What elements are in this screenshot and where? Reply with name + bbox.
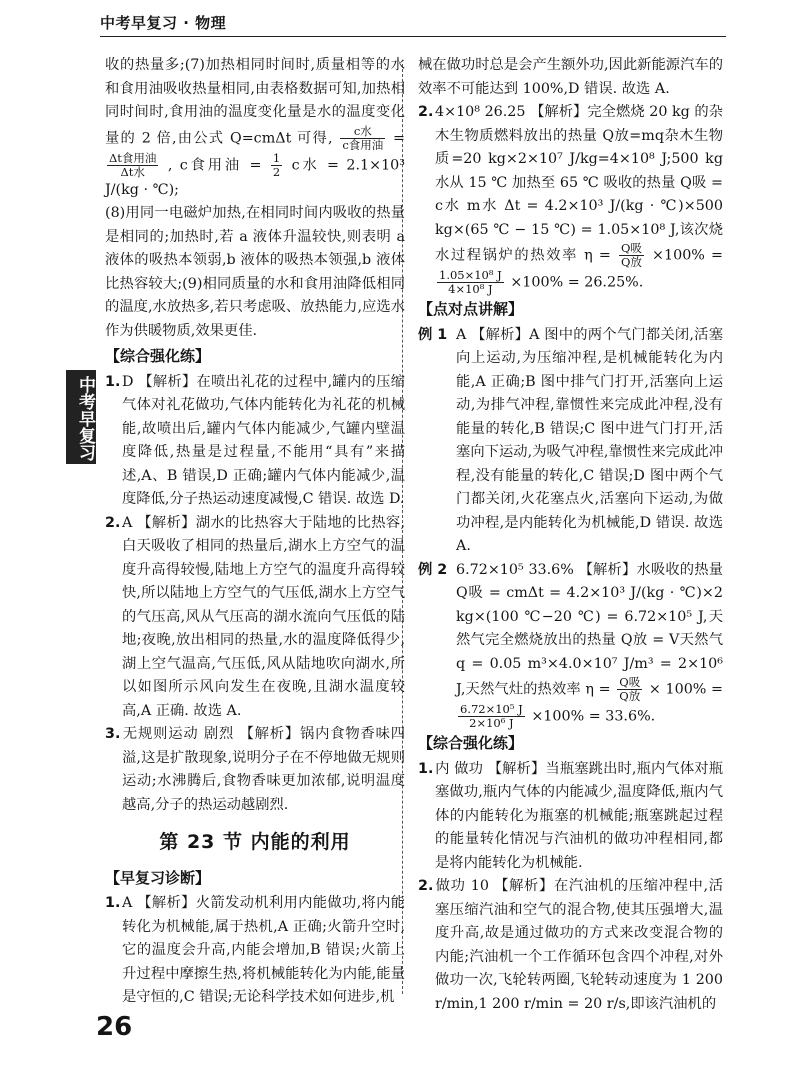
fraction: $\frac{\text{Q吸}}{\text{Q放}}$ <box>620 241 642 269</box>
right-paragraph-1: 械在做功时总是会产生额外功,因此新能源汽车的效率不可能达到 100%,D 错误. 故选 A. <box>418 57 723 97</box>
fraction: $\frac{\text{6.72×10⁵ J}}{\text{2×10⁶ J}}$ <box>460 702 523 730</box>
answer-item: 1. D 【解析】在喷出礼花的过程中,罐内的压缩气体对礼花做功,气体内能转化为礼花的机械能,故喷出后,罐内气体内能减少,气罐内壁温度降低,热量是过程量,不能用“具有”来描述,A、B 错误,D 正确;罐内气体内能减少,温度降低,分子热运动速度减慢,C 错误. 故选 D. <box>105 373 405 507</box>
left-paragraph-2: (8)用同一电磁炉加热,在相同时间内吸收的热量是相同的;加热时,若 a 液体升温较快,则表明 a 液体的吸热本领弱,b 液体的吸热本领强,b 液体比热容较大;(9)相同质量的水和食用油降低相同的温度,水放热多,若只考虑吸、放热能力,应选水作为供暖物质,效果更佳. <box>105 205 405 339</box>
answer-item: 2. 做功 10 【解析】在汽油机的压缩冲程中,活塞压缩汽油和空气的混合物,使其压强增大,温度升高,故是通过做功的方式来改变混合物的内能;汽油机一个工作循环包含四个冲程,对外做功一次,飞轮转两圈,飞轮转动速度为 1 200 r/min,1 200 r/min = 20 r/s,即该汽油机的 <box>418 878 723 1012</box>
section-heading-explain: 【点对点讲解】 <box>418 300 524 318</box>
section-heading-diagnosis: 【早复习诊断】 <box>105 868 211 887</box>
answer-item: 1. A 【解析】火箭发动机利用内能做功,将内能转化为机械能,属于热机,A 正确;火箭升空时,它的温度会升高,内能会增加,B 错误;火箭上升过程中摩擦生热,将机械能转化为内能,能量是守恒的,C 错误;无论科学技术如何进步,机 <box>105 895 405 1005</box>
answer-item: 3. 无规则运动 剧烈 【解析】锅内食物香味四溢,这是扩散现象,说明分子在不停地做无规则运动;水沸腾后,食物香味更加浓郁,说明温度越高,分子的热运动越剧烈. <box>105 726 405 813</box>
left-column <box>105 54 405 1010</box>
answer-item: 2. 4×10⁸ 26.25 【解析】完全燃烧 20 kg 的杂木生物质燃料放出的热量 Q放=mq杂木生物质=20 kg×2×10⁷ J/kg=4×10⁸ J;500 kg 水从 15 ℃ 加热至 65 ℃ 吸收的热量 Q吸 = c水 m水 Δt = 4.2×10³ J/(kg · ℃)×500 kg×(65 ℃ − 15 ℃) = 1.05×10⁸ J,该次烧水过程锅炉的热效率 η = $\frac{\text{Q吸}}{\text{Q放}}$ ×100% = $\frac{\text{1.05×10⁸ J}}{\text{4×10⁸ J}}$ ×100% = 26.25%. <box>418 104 723 296</box>
page-header-title: 中考早复习 · 物理 <box>100 14 227 32</box>
side-tab-label: 中考早复习 <box>66 370 96 464</box>
chapter-title: 第 23 节 内能的利用 <box>159 831 351 853</box>
answer-item: 1. 内 做功 【解析】当瓶塞跳出时,瓶内气体对瓶塞做功,瓶内气体的内能减少,温度降低,瓶内气体的内能转化为瓶塞的机械能;瓶塞跳起过程的能量转化情况与汽油机的做功冲程相同,都是将内能转化为机械能. <box>418 760 723 871</box>
section-heading-comprehensive: 【综合强化练】 <box>418 734 524 752</box>
example-item: 例 1 A 【解析】A 图中的两个气门都关闭,活塞向上运动,为压缩冲程,是机械能转化为内能,A 正确;B 图中排气门打开,活塞向上运动,为排气冲程,靠惯性来完成此冲程,没有能量的转化,B 错误;C 图中进气门打开,活塞向下运动,为吸气冲程,靠惯性来完成此冲程,没有能量的转化,C 错误;D 图中两个气门都关闭,火花塞点火,活塞向下运动,为做功冲程,是内能转化为机械能,D 错误. 故选 A. <box>418 326 723 554</box>
fraction: $\frac{1}{2}$ <box>272 150 281 179</box>
fraction: $\frac{\text{1.05×10⁸ J}}{\text{4×10⁸ J}}$ <box>439 268 502 296</box>
left-paragraph-1: 收的热量多;(7)加热相同时间时,质量相等的水和食用油吸收热量相同,由表格数据可知,加热相同时间时,食用油的温度变化量是水的温度变化量的 2 倍,由公式 Q=cmΔt 可得, $\frac{\text{c水}}{\text{c食用油}}$ = $\frac{\text{Δt食用油}}{\text{Δt水}}$ , c食用油 = $\frac{1}{2}$ c水 = 2.1×10³ J/(kg · ℃); <box>105 57 406 198</box>
fraction: $\frac{\text{c水}}{\text{c食用油}}$ <box>342 123 384 152</box>
section-heading-comprehensive: 【综合强化练】 <box>105 347 211 365</box>
right-column <box>418 54 723 1016</box>
page-number: 26 <box>96 1012 133 1042</box>
fraction: $\frac{\text{Δt食用油}}{\text{Δt水}}$ <box>109 150 157 179</box>
answer-item: 2. A 【解析】湖水的比热容大于陆地的比热容,白天吸收了相同的热量后,湖水上方空气的温度升高得较慢,陆地上方空气的温度升高得较快,所以陆地上方空气的气压低,湖水上方空气的气压高,风从气压高的湖水流向气压低的陆地;夜晚,放出相同的热量,水的温度降低得少,湖上空气温高,气压低,风从陆地吹向湖水,所以如图所示风向发生在夜晚,且湖水温度较高,A 正确. 故选 A. <box>105 514 405 719</box>
header-divider <box>100 36 726 37</box>
example-item: 例 2 6.72×10⁵ 33.6% 【解析】水吸收的热量 Q吸 = cmΔt = 4.2×10³ J/(kg · ℃)×2 kg×(100 ℃−20 ℃) = 6.72×10⁵ J,天然气完全燃烧放出的热量 Q放 = V天然气 q = 0.05 m³×4.0×10⁷ J/m³ = 2×10⁶ J,天然气灶的热效率 η = $\frac{\text{Q吸}}{\text{Q放}}$ × 100% = $\frac{\text{6.72×10⁵ J}}{\text{2×10⁶ J}}$ ×100% = 33.6%. <box>418 561 724 730</box>
fraction: $\frac{\text{Q吸}}{\text{Q放}}$ <box>619 675 641 703</box>
